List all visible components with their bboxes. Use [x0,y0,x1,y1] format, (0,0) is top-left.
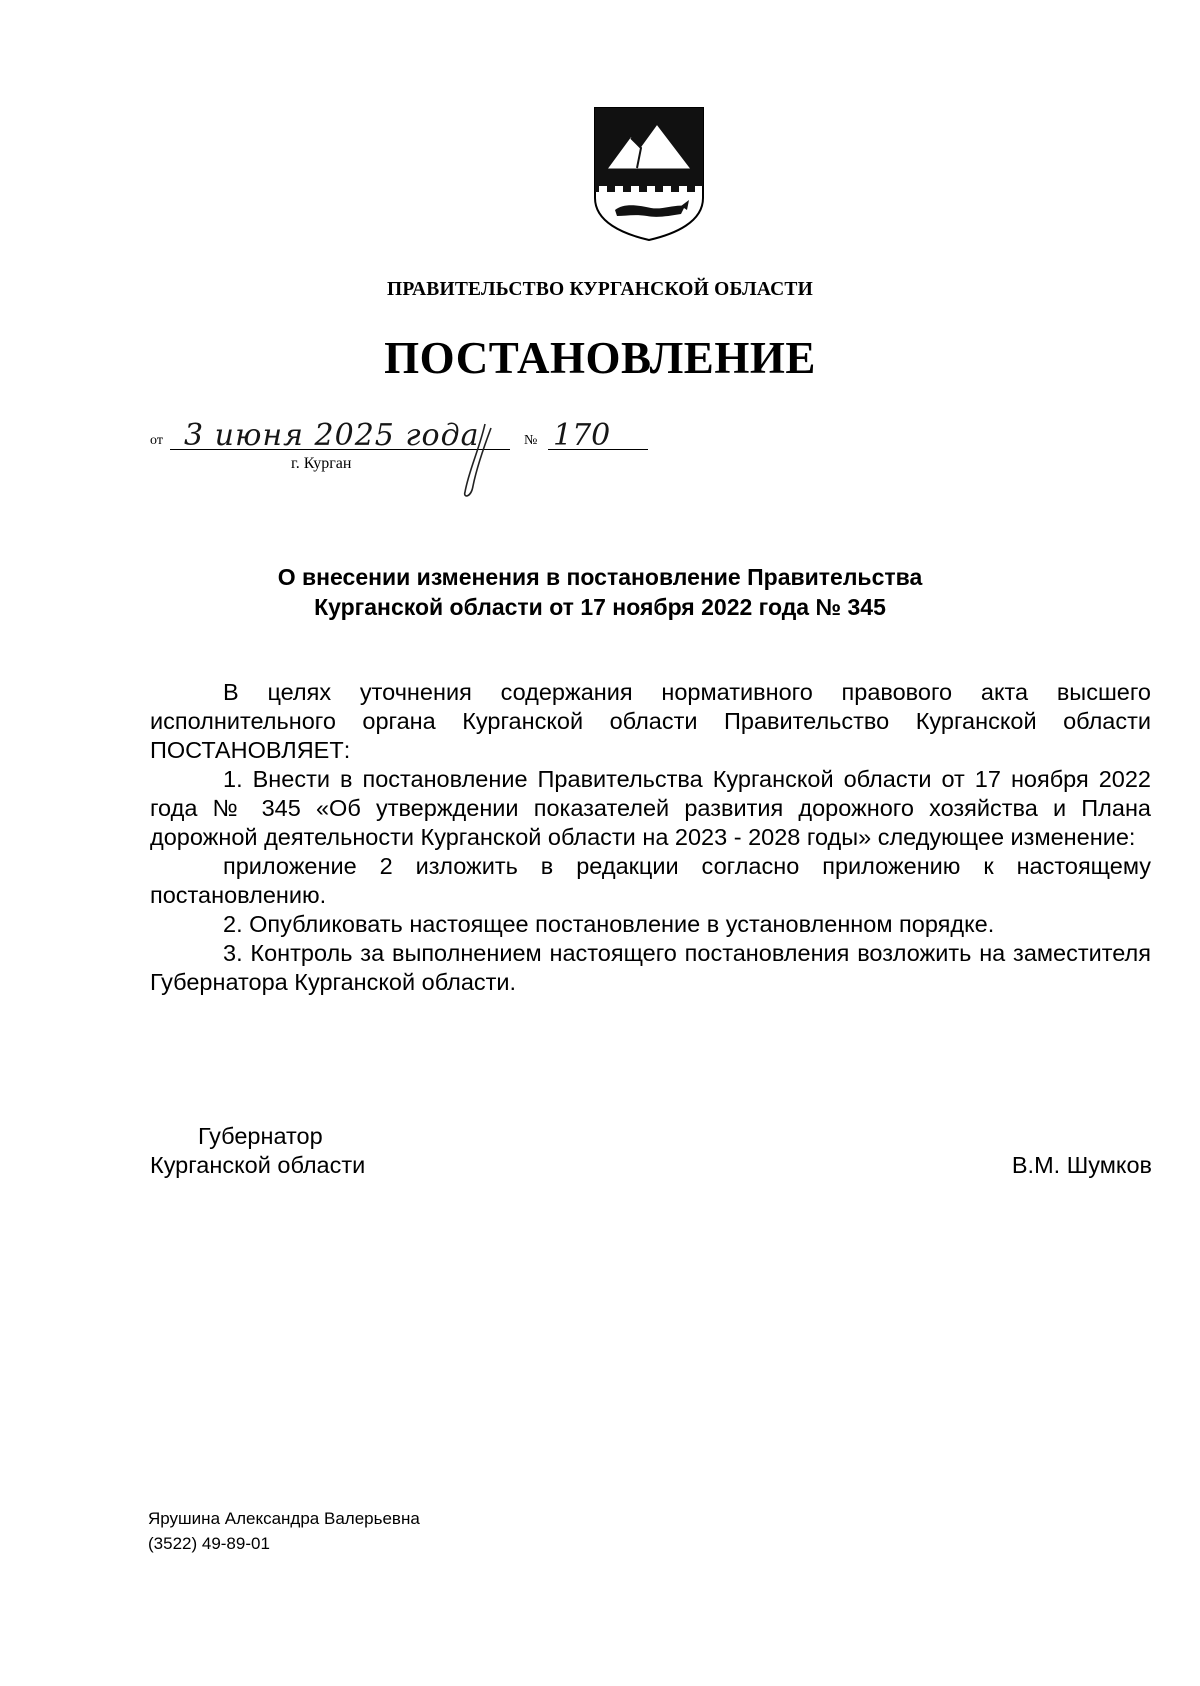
date-prefix-label: от [150,433,163,448]
subject-line-2: Курганской области от 17 ноября 2022 года № 345 [314,594,886,620]
handwritten-flourish [455,420,505,500]
executor-phone: (3522) 49-89-01 [148,1534,270,1553]
handwritten-date: 3 июня 2025 года [184,418,480,453]
body-paragraph-amendment: приложение 2 изложить в редакции согласно приложению к настоящему постановлению. [150,853,1151,908]
city-label: г. Курган [291,455,352,472]
number-label: № [524,433,538,448]
signatory-name: В.М. Шумков [1011,1152,1152,1178]
signatory-title: Губернатор [198,1123,323,1149]
document-subject [150,562,1050,622]
body-paragraph-item-2: 2. Опубликовать настоящее постановление в установленном порядке. [223,911,995,937]
body-paragraph-preamble: В целях уточнения содержания нормативного правового акта высшего исполнительного органа Курганской области Правительство Курганской области ПОСТАНОВЛЯЕТ: [150,679,1151,763]
document-body [150,678,1151,997]
body-paragraph-item-3: 3. Контроль за выполнением настоящего постановления возложить на заместителя Губернатора Курганской области. [150,940,1151,995]
coat-of-arms-emblem [591,106,707,242]
issuing-authority: ПРАВИТЕЛЬСТВО КУРГАНСКОЙ ОБЛАСТИ [387,279,813,300]
subject-line-1: О внесении изменения в постановление Правительства [277,564,923,590]
handwritten-number: 170 [553,418,611,453]
executor-name: Ярушина Александра Валерьевна [148,1509,420,1528]
signatory-region: Курганской области [150,1152,366,1178]
document-type-title: ПОСТАНОВЛЕНИЕ [384,333,816,383]
body-paragraph-item-1: 1. Внести в постановление Правительства Курганской области от 17 ноября 2022 года № 345 «Об утверждении показателей развития дорожного хозяйства и Плана дорожной деятельности Курганской области на 2023 - 2028 годы» следующее изменение: [150,766,1151,850]
